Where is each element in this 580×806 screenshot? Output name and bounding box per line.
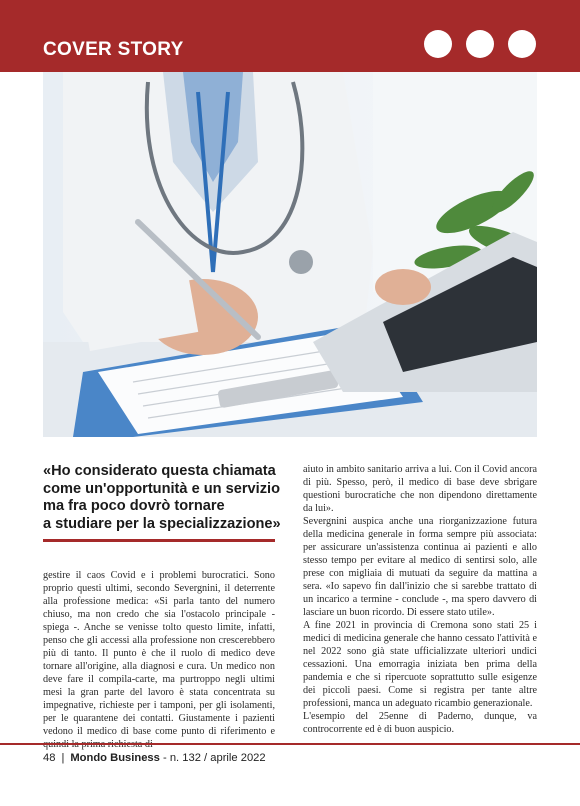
pull-quote [43, 463, 283, 533]
doctor-photo [43, 72, 537, 437]
article-column-right [303, 463, 537, 736]
page-footer [43, 752, 266, 764]
circle-icon [508, 30, 536, 58]
section-label: COVER STORY [43, 39, 184, 60]
page-number: 48 [43, 752, 56, 764]
circle-icon [466, 30, 494, 58]
pull-quote-rule [43, 539, 275, 542]
article-paragraph: gestire il caos Covid e i problemi burocratici. Sono proprio questi ultimi, secondo Severgnini, il deterrente alla professione medica: «Si parla tanto del numero chiuso, ma non credo che sia l'ostacolo principale - spiega -. Anche se venisse tolto questo limite, infatti, penso che gli accessi alla professione non crescerebbero più di tanto. Il punto è che il ruolo di medico deve tornare all'origine, alla diagnosi e cura. Un medico non deve fare il compila-carte, ma purtroppo negli ultimi mesi la gran parte del lavoro è stata concentrata su impegnative, richieste per i tamponi, per gli isolamenti, per le quarantene dei contatti. Giustamente i pazienti vedono il medico di base come punto di riferimento e [43, 570, 275, 737]
article-column-left [43, 569, 275, 751]
article-paragraph: Severgnini auspica anche una riorganizzazione futura della medicina generale in forma sempre più associata: per assicurare un'assistenza continua ai pazienti e allo stesso tempo per evitare al medico di sentirsi solo, alle prese con migliaia di mutuati da seguire da mattina a sera. «Io sapevo fin dall'inizio che si sarebbe trattato di un incarico a termine - conclude -, ma spero davvero di lasciare un buon ricordo. Di essere stato utile». [303, 516, 537, 618]
circle-icon [424, 30, 452, 58]
issue-info: - n. 132 / aprile 2022 [162, 752, 266, 764]
pull-quote-line: come un'opportunità e un servizio [43, 480, 280, 497]
publication-name: Mondo Business [70, 752, 160, 764]
pull-quote-line: a studiare per la specializzazione» [43, 515, 281, 532]
footer-separator: | [61, 752, 65, 764]
pull-quote-line: «Ho considerato questa chiamata [43, 463, 276, 479]
article-paragraph: A fine 2021 in provincia di Cremona sono stati 25 i medici di medicina generale che hanno cessato l'attività e nel 2022 sono già state ufficializzate ulteriori undici cessazioni. Una emorragia iniziata ben prima della pandemia e che si ripercuote soprattutto sulle esigenze dei piccoli paesi. Come si registra per tante altre professioni, manca un adeguato ricambio generazionale. [303, 620, 537, 709]
pull-quote-line: ma fra poco dovrò tornare [43, 498, 225, 514]
article-paragraph: L'esempio del 25enne di Paderno, dunque, va controcorrente ed è di buon auspicio. [303, 711, 537, 735]
decorative-dots [424, 30, 536, 58]
footer-rule [0, 743, 580, 745]
article-paragraph: aiuto in ambito sanitario arriva a lui. Con il Covid ancora di più. Spesso, però, il medico di base deve sbrigare questioni burocratiche che non dipendono direttamente da lui». [303, 464, 537, 514]
